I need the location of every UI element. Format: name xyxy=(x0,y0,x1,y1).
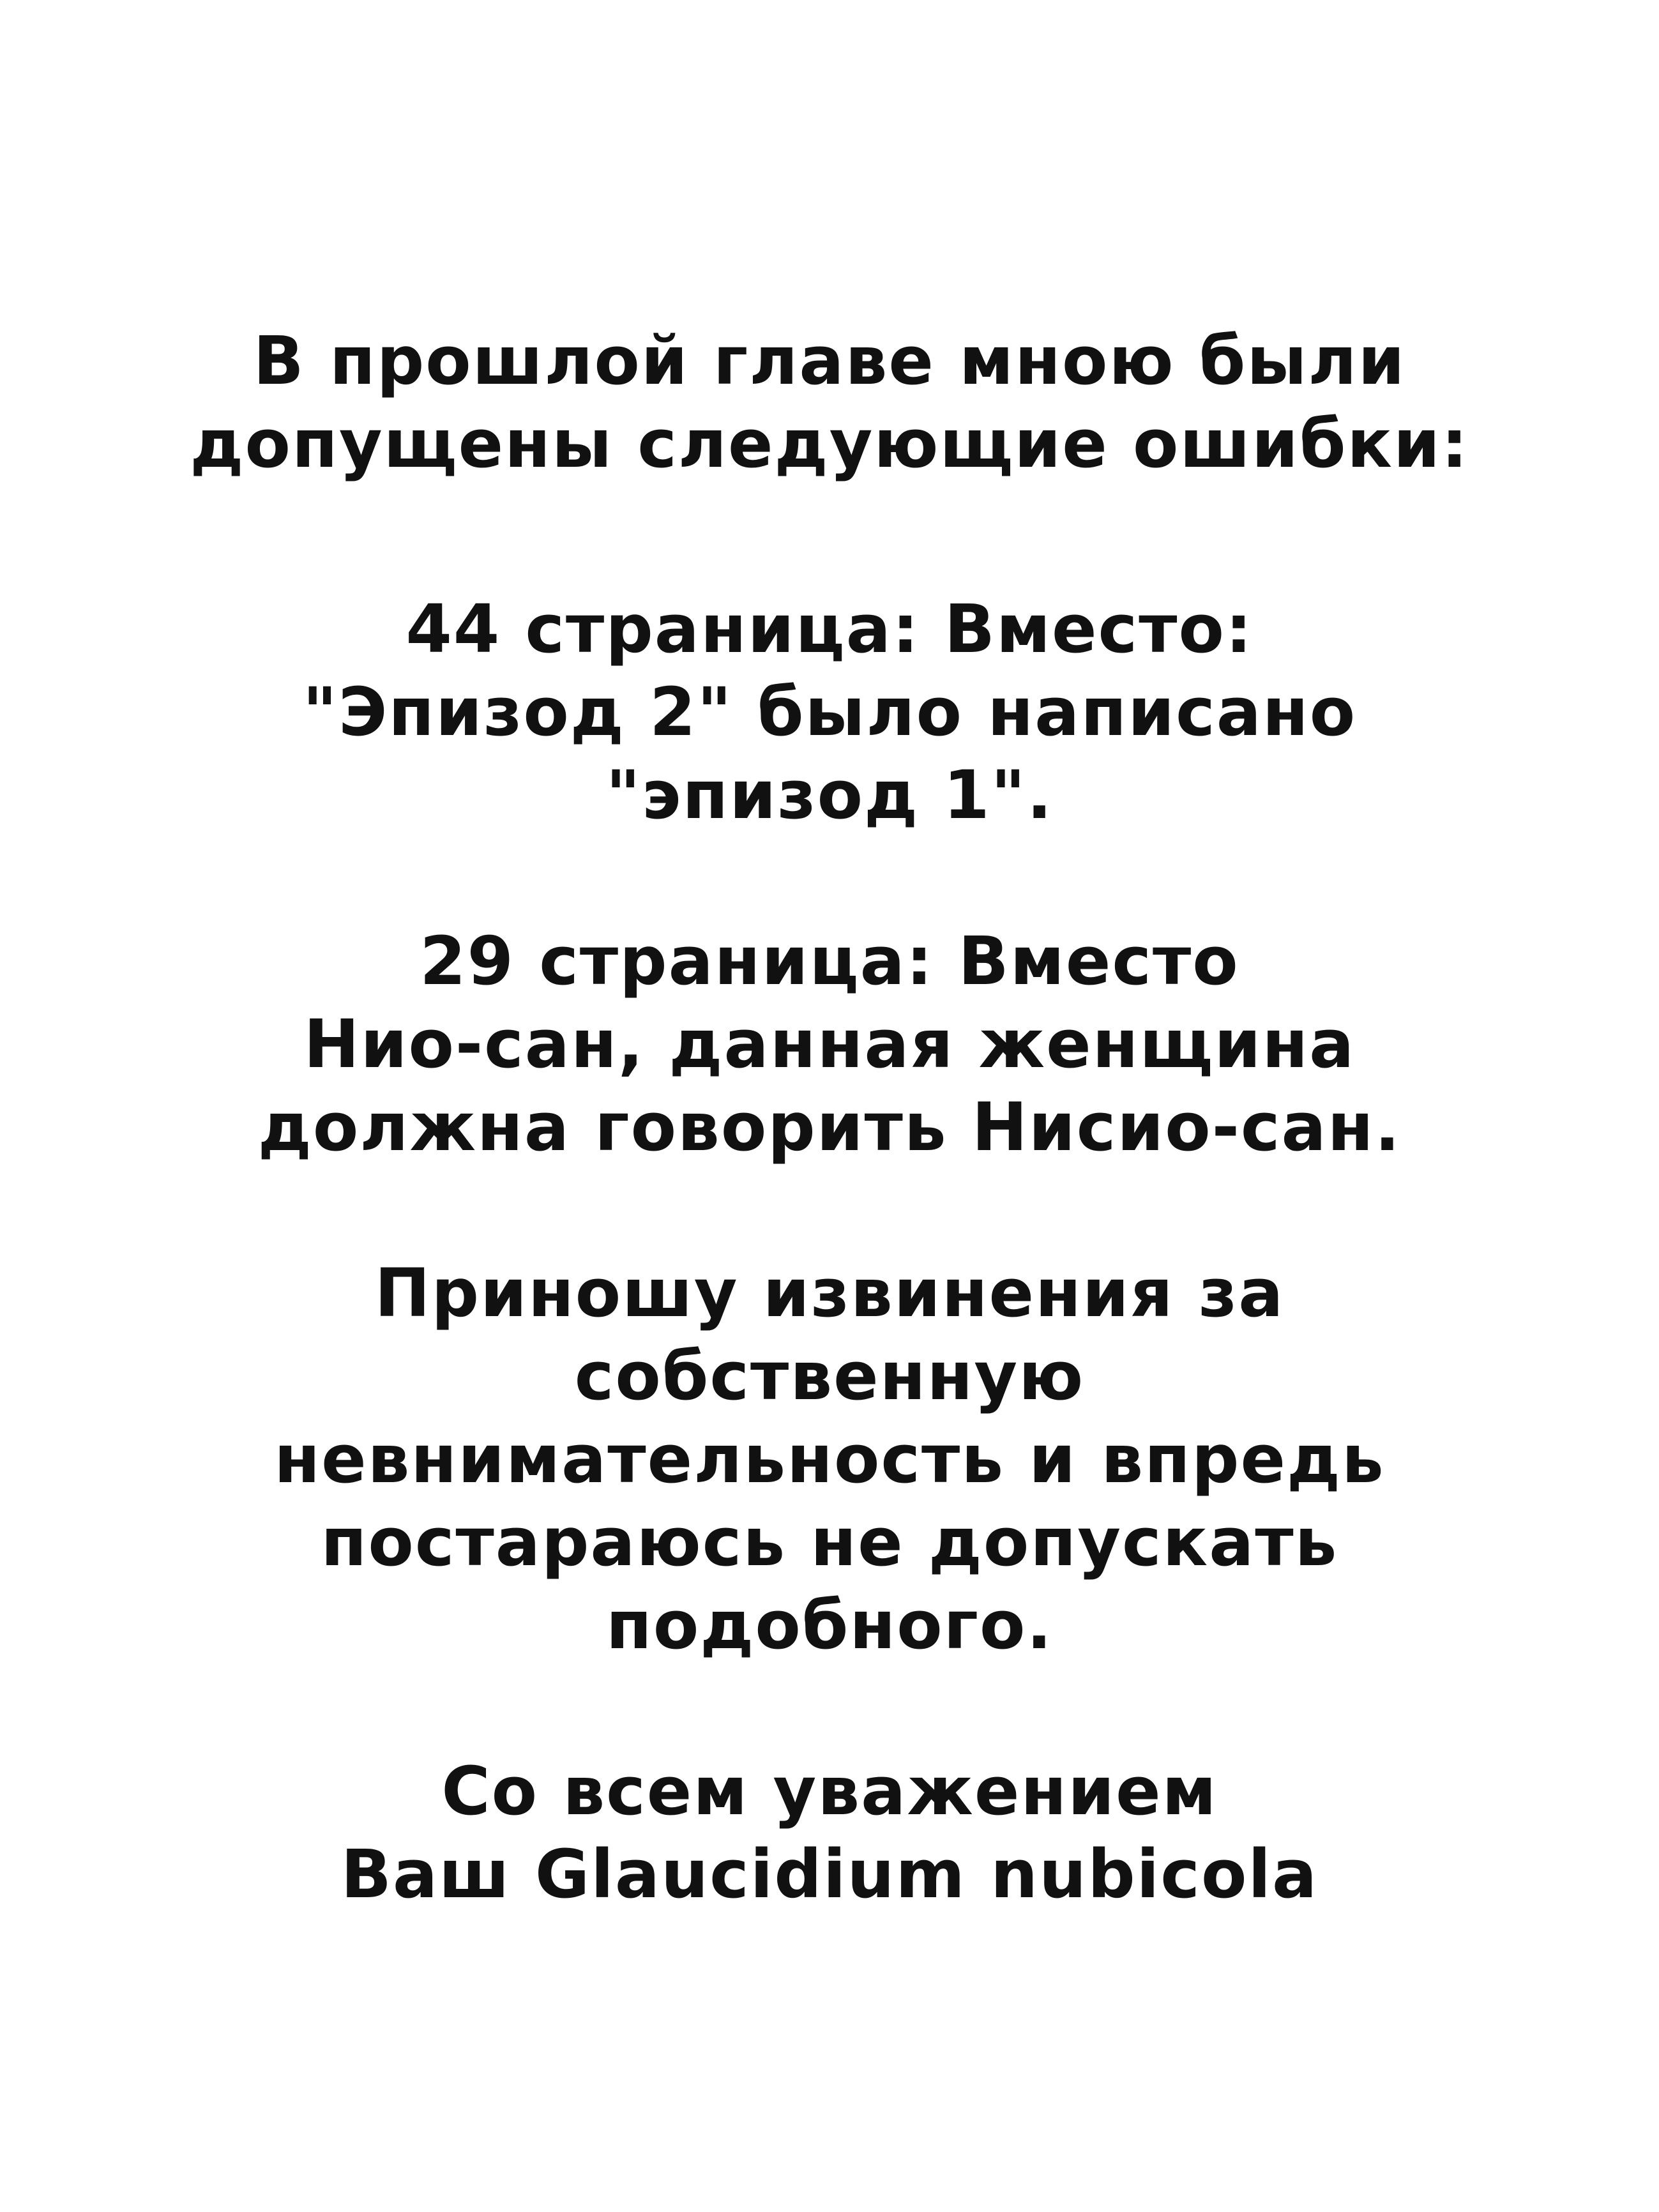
intro-line-2: допущены следующие ошибки: xyxy=(190,405,1469,483)
signature-line-2: Ваш Glaucidium nubicola xyxy=(340,1835,1319,1913)
intro-paragraph xyxy=(0,319,1659,485)
signature-line-1: Со всем уважением xyxy=(441,1752,1218,1830)
erratum-1-line-3: "эпизод 1". xyxy=(605,756,1054,834)
erratum-1-line-1: 44 страница: Вместо: xyxy=(405,590,1254,668)
apology-line-3: невнимательность и впредь xyxy=(274,1420,1385,1498)
erratum-2-line-1: 29 страница: Вместо xyxy=(420,922,1239,1000)
erratum-page-29 xyxy=(0,920,1659,1169)
apology-paragraph xyxy=(0,1252,1659,1667)
intro-line-1: В прошлой главе мною были xyxy=(253,322,1406,400)
erratum-2-line-2: Нио-сан, данная женщина xyxy=(303,1005,1356,1083)
apology-line-2: собственную xyxy=(574,1337,1085,1415)
apology-line-4: постараюсь не допускать xyxy=(321,1503,1338,1581)
apology-line-1: Приношу извинения за xyxy=(374,1254,1285,1332)
signature xyxy=(0,1750,1659,1916)
erratum-1-line-2: "Эпизод 2" было написано xyxy=(302,673,1357,751)
erratum-page-44 xyxy=(0,587,1659,837)
apology-line-5: подобного. xyxy=(606,1586,1053,1664)
erratum-2-line-3: должна говорить Нисио-сан. xyxy=(257,1088,1402,1166)
